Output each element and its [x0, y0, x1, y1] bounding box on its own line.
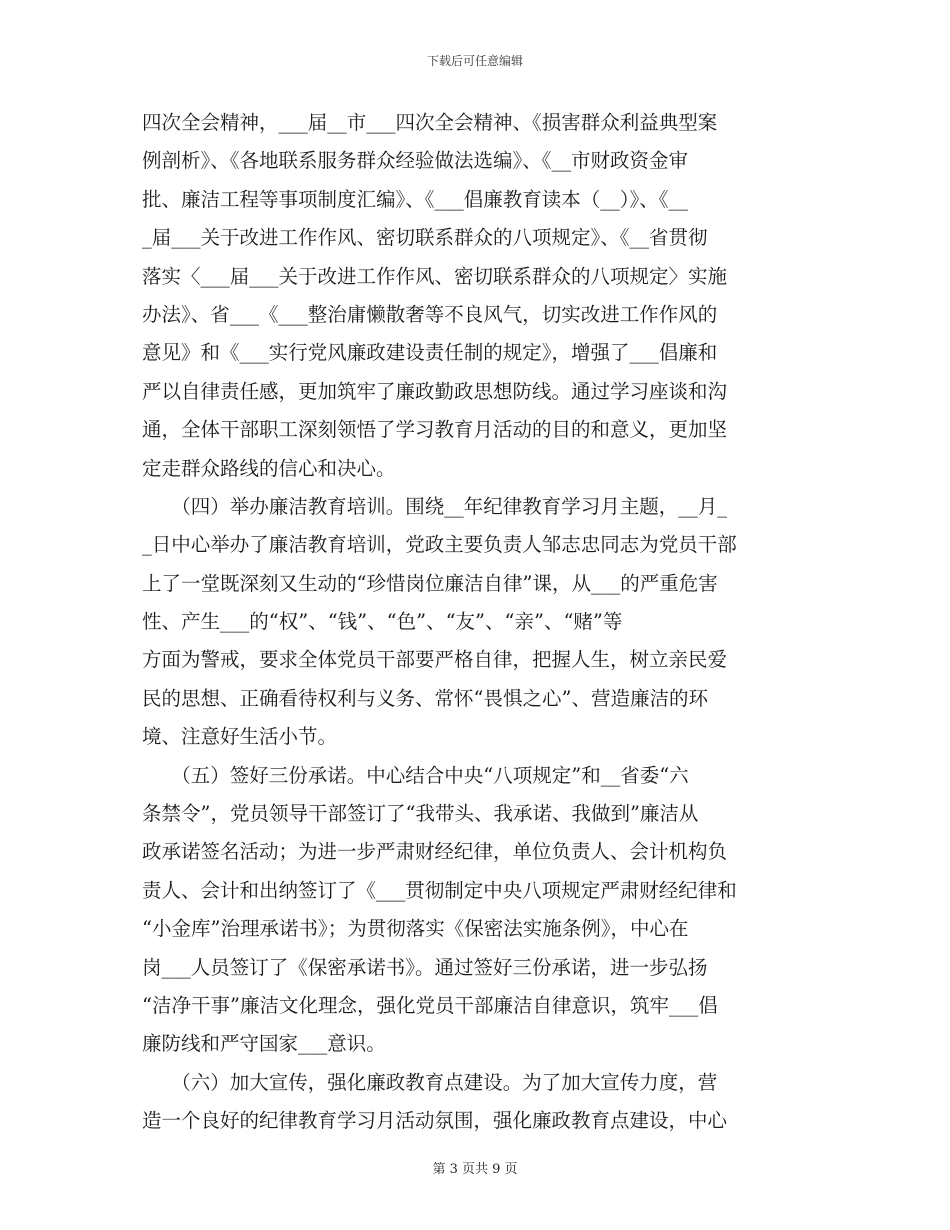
text-line: 廉防线和严守国家___意识。 [142, 1032, 386, 1056]
text-line: 责人、会计和出纳签订了《___贯彻制定中央八项规定严肃财经纪律和 [142, 878, 737, 902]
page-footer: 第 3 页共 9 页 [432, 1162, 518, 1177]
document-body [142, 104, 804, 1141]
text-line: 造一个良好的纪律教育学习月活动氛围，强化廉政教育点建设，中心 [142, 1109, 728, 1133]
text-line: 意见》和《___实行党风廉政建设责任制的规定》，增强了___倡廉和 [142, 341, 718, 365]
paragraph-5-start: （五）签好三份承诺。中心结合中央“八项规定”和__省委“六 [142, 763, 689, 787]
text-line: 批、廉洁工程等事项制度汇编》、《___倡廉教育读本（__）》、《__ [142, 187, 689, 211]
text-line: 条禁令”，党员领导干部签订了“我带头、我承诺、我做到”廉洁从 [142, 802, 699, 826]
page-header: 下载后可任意编辑 [426, 54, 523, 68]
text-line: 境、注意好生活小节。 [142, 725, 338, 749]
text-line: 严以自律责任感，更加筑牢了廉政勤政思想防线。通过学习座谈和沟 [142, 379, 728, 403]
text-line: “小金库”治理承诺书》；为贯彻落实《保密法实施条例》，中心在 [142, 917, 689, 941]
text-line: 落实〈___届___关于改进工作作风、密切联系群众的八项规定〉实施 [142, 264, 728, 288]
text-line: 性、产生___的“权”、“钱”、“色”、“友”、“亲”、“赌”等 [142, 610, 623, 634]
text-line: 办法》、省___《___整治庸懒散奢等不良风气，切实改进工作作风的 [142, 302, 718, 326]
paragraph-6-start: （六）加大宣传，强化廉政教育点建设。为了加大宣传力度，营 [142, 1070, 718, 1094]
paragraph-4-start: （四）举办廉洁教育培训。围绕__年纪律教育学习月主题，__月_ [142, 494, 728, 518]
text-line: 四次全会精神，___届__市___四次全会精神、《损害群众利益典型案 [142, 111, 718, 134]
text-line: _日中心举办了廉洁教育培训，党政主要负责人邹志忠同志为党员干部 [142, 533, 737, 557]
text-line: 定走群众路线的信心和决心。 [142, 456, 396, 480]
text-line: 岗___人员签订了《保密承诺书》。通过签好三份承诺，进一步弘扬 [142, 955, 708, 979]
text-line: 上了一堂既深刻又生动的“珍惜岗位廉洁自律”课，从___的严重危害 [142, 571, 718, 595]
text-line: 民的思想、正确看待权利与义务、常怀“畏惧之心”、营造廉洁的环 [142, 686, 708, 710]
text-line: 例剖析》、《各地联系服务群众经验做法选编》、《__市财政资金审 [142, 149, 689, 173]
text-line: 方面为警戒，要求全体党员干部要严格自律，把握人生，树立亲民爱 [142, 648, 728, 672]
text-line: 通，全体干部职工深刻领悟了学习教育月活动的目的和意义，更加坚 [142, 418, 728, 442]
text-line: “洁净干事”廉洁文化理念，强化党员干部廉洁自律意识，筑牢___倡 [142, 993, 718, 1017]
text-line: 政承诺签名活动；为进一步严肃财经纪律，单位负责人、会计机构负 [142, 840, 728, 864]
text-line: _届___关于改进工作作风、密切联系群众的八项规定》、《__省贯彻 [142, 226, 708, 250]
